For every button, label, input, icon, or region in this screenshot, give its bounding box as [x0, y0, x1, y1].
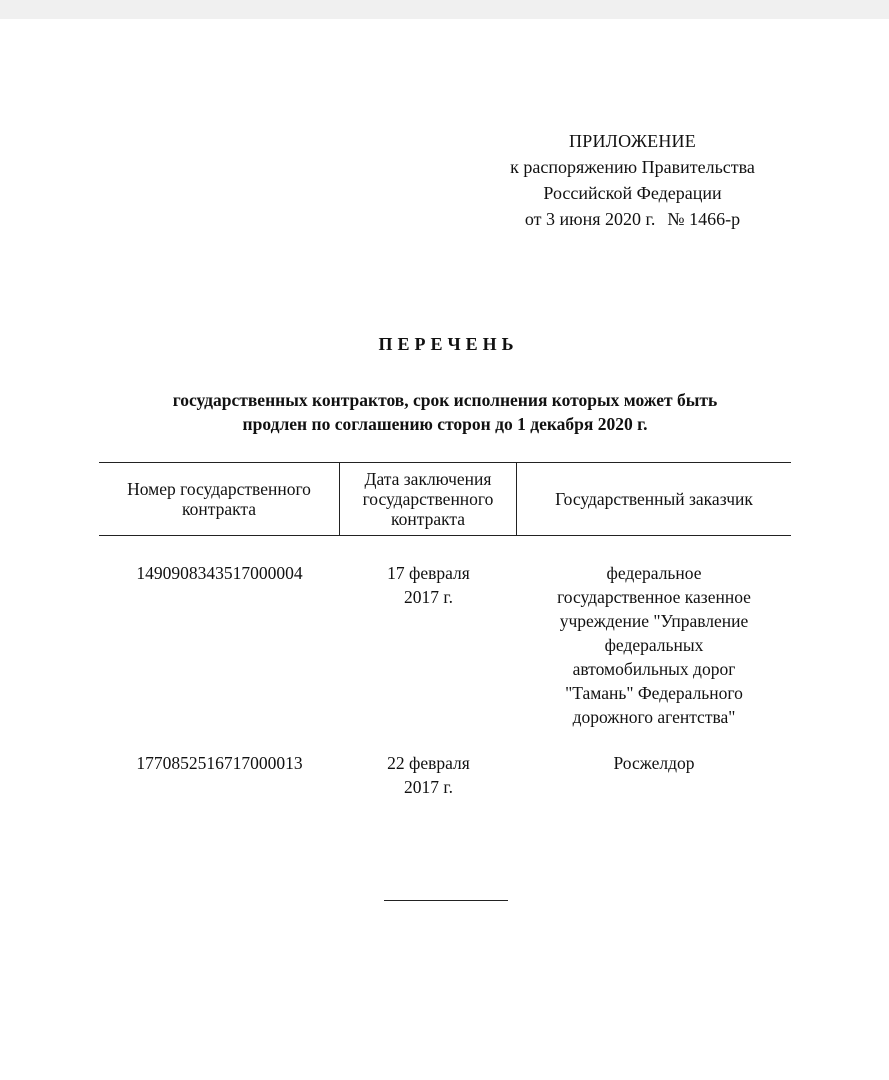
appendix-date: от 3 июня 2020 г.: [524, 209, 656, 229]
cell-contract-number: 1770852516717000013: [136, 753, 303, 773]
table-row: [99, 751, 791, 799]
subtitle-line-1: государственных контрактов, срок исполнения которых может быть: [172, 390, 718, 410]
document-subtitle: [60, 388, 830, 436]
appendix-header: [480, 128, 785, 232]
appendix-label: ПРИЛОЖЕНИЕ: [569, 131, 696, 151]
end-of-document-rule: [384, 900, 508, 901]
cell-contract-date: 17 февраля 2017 г.: [387, 563, 470, 607]
appendix-number: № 1466-р: [667, 209, 741, 229]
cell-customer: федеральное государственное казенное учреждение "Управление федеральных автомобильных дорог "Тамань" Федерального дорожного агентства": [557, 563, 751, 727]
header-contract-number: Номер государственного контракта: [99, 463, 340, 535]
appendix-government-line: Российской Федерации: [543, 183, 722, 203]
appendix-date-number-line: [480, 206, 785, 232]
cell-contract-date: 22 февраля 2017 г.: [387, 753, 470, 797]
contracts-table: [99, 462, 791, 799]
header-customer: Государственный заказчик: [555, 489, 753, 509]
document-title: ПЕРЕЧЕНЬ: [378, 334, 519, 354]
appendix-order-line: к распоряжению Правительства: [510, 157, 755, 177]
header-contract-date: Дата заключения государственного контракта: [340, 463, 517, 535]
cell-customer: Росжелдор: [613, 753, 695, 773]
subtitle-line-2: продлен по соглашению сторон до 1 декабря 2020 г.: [242, 414, 648, 434]
cell-contract-number: 1490908343517000004: [136, 563, 303, 583]
table-row: [99, 561, 791, 729]
table-header: [99, 462, 791, 536]
viewer-top-strip: [0, 0, 889, 19]
